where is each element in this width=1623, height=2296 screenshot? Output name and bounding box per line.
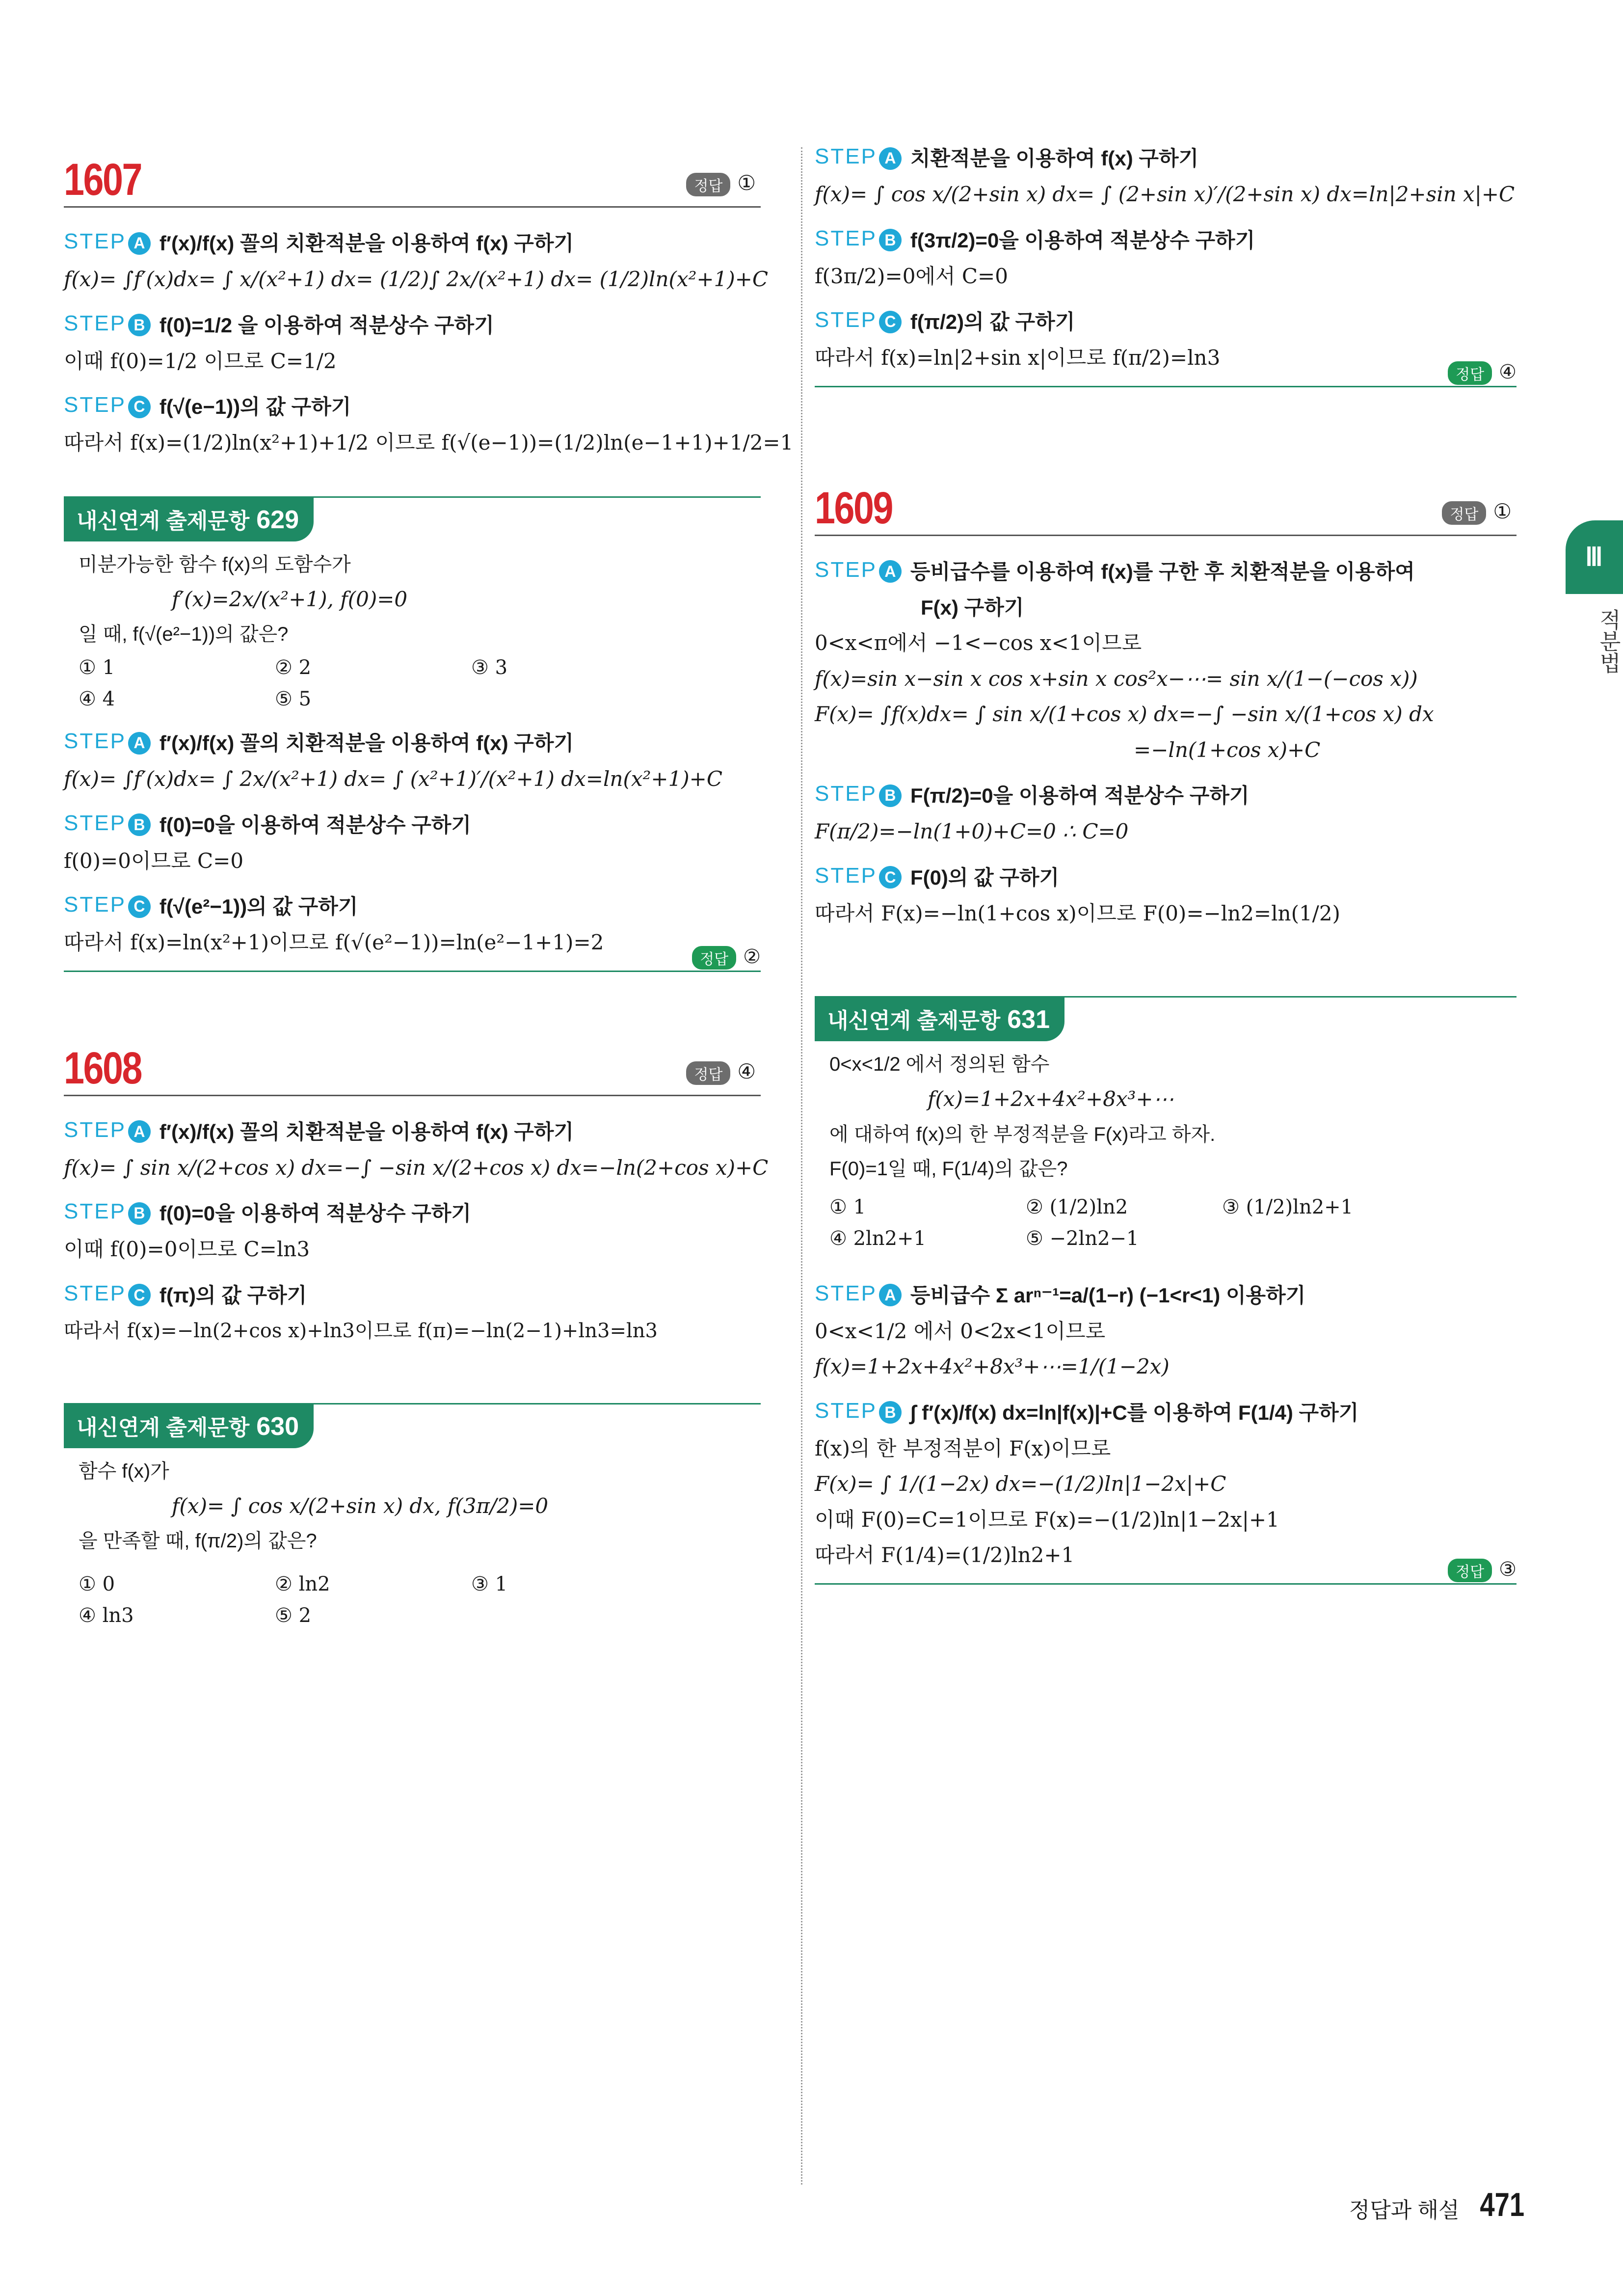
question-formula: f(x)=1+2x+4x²+8x³+⋯ bbox=[928, 1087, 1174, 1111]
step-title: f′(x)/f(x) 꼴의 치환적분을 이용하여 f(x) 구하기 bbox=[159, 1120, 574, 1143]
answer-options bbox=[79, 656, 761, 710]
option-2: ② (1/2)ln2 bbox=[1026, 1195, 1128, 1218]
option-5: ⑤ 2 bbox=[275, 1604, 312, 1627]
option-4: ④ 2ln2+1 bbox=[829, 1227, 926, 1250]
chapter-label: 적분법 bbox=[1596, 609, 1620, 674]
step-c bbox=[64, 391, 761, 420]
step-label: STEP B bbox=[815, 782, 902, 807]
solution-line: =−ln(1+cos x)+C bbox=[1134, 737, 1321, 762]
related-question-631-header bbox=[815, 990, 1517, 1037]
chapter-tab bbox=[1566, 520, 1623, 594]
question-text: 을 만족할 때, f(π/2)의 값은? bbox=[79, 1530, 317, 1552]
step-label: STEP C bbox=[815, 864, 902, 889]
related-tag: 내신연계 출제문항 631 bbox=[815, 996, 1064, 1041]
answer-badge: 정답 bbox=[692, 946, 736, 970]
step-title: f(3π/2)=0을 이용하여 적분상수 구하기 bbox=[910, 228, 1255, 252]
option-2: ② 2 bbox=[275, 656, 312, 679]
step-title: f′(x)/f(x) 꼴의 치환적분을 이용하여 f(x) 구하기 bbox=[159, 232, 574, 255]
question-text: 0<x<1/2 에서 정의된 함수 bbox=[829, 1053, 1050, 1075]
solution-line: 따라서 f(x)=ln(x²+1)이므로 f(√(e²−1))=ln(e²−1+1)=2 bbox=[64, 930, 604, 954]
step-a bbox=[815, 556, 1517, 585]
solution-line: 따라서 F(x)=−ln(1+cos x)이므로 F(0)=−ln2=ln(1/2) bbox=[815, 901, 1340, 925]
option-3: ③ 1 bbox=[471, 1573, 508, 1595]
problem-number: 1608 bbox=[64, 1043, 141, 1093]
solution-line: 이때 f(0)=0이므로 C=ln3 bbox=[64, 1237, 310, 1261]
step-title-continued: F(x) 구하기 bbox=[921, 595, 1024, 619]
step-label: STEP A bbox=[815, 1281, 902, 1307]
step-title: f′(x)/f(x) 꼴의 치환적분을 이용하여 f(x) 구하기 bbox=[159, 731, 574, 755]
option-4: ④ 4 bbox=[79, 688, 115, 710]
problem-1607-header bbox=[64, 152, 761, 208]
step-c bbox=[815, 862, 1517, 891]
option-1: ① 0 bbox=[79, 1573, 115, 1595]
step-label: STEP C bbox=[815, 308, 902, 333]
chapter-numeral: Ⅲ bbox=[1585, 543, 1603, 571]
question-text: 일 때, f(√(e²−1))의 값은? bbox=[79, 623, 289, 645]
solution-line: 따라서 f(x)=ln|2+sin x|이므로 f(π/2)=ln3 bbox=[815, 346, 1221, 370]
step-title: f(√(e−1))의 값 구하기 bbox=[159, 395, 351, 418]
option-3: ③ 3 bbox=[471, 656, 508, 679]
answer-value: ① bbox=[1493, 499, 1512, 523]
answer-indicator bbox=[1442, 499, 1512, 525]
step-label: STEP A bbox=[815, 558, 902, 583]
step-title: F(0)의 값 구하기 bbox=[910, 865, 1060, 889]
step-a bbox=[815, 1279, 1517, 1309]
step-title: 등비급수를 이용하여 f(x)를 구한 후 치환적분을 이용하여 bbox=[910, 560, 1415, 583]
right-column bbox=[815, 142, 1517, 1585]
solution-line: 0<x<π에서 −1<−cos x<1이므로 bbox=[815, 631, 1142, 655]
answer-value: ① bbox=[737, 171, 756, 195]
answer-value: ② bbox=[743, 945, 761, 968]
step-label: STEP B bbox=[64, 311, 151, 337]
solution-line: 따라서 F(1/4)=(1/2)ln2+1 bbox=[815, 1543, 1075, 1567]
answer-indicator bbox=[686, 171, 756, 196]
answer-options bbox=[79, 1573, 761, 1627]
answer-options bbox=[829, 1196, 1517, 1250]
step-b bbox=[64, 809, 761, 838]
solution-line: f(0)=0이므로 C=0 bbox=[64, 848, 244, 873]
problem-1609-header bbox=[815, 481, 1517, 536]
related-tag: 내신연계 출제문항 629 bbox=[64, 496, 314, 541]
step-title: F(π/2)=0을 이용하여 적분상수 구하기 bbox=[910, 784, 1250, 807]
solution-line: f(x)= ∫f′(x)dx= ∫ 2x/(x²+1) dx= ∫ (x²+1)′/(x²+1) dx=ln(x²+1)+C bbox=[64, 767, 723, 791]
answer-badge: 정답 bbox=[1442, 501, 1486, 525]
solution-line: F(x)= ∫f(x)dx= ∫ sin x/(1+cos x) dx=−∫ −sin x/(1+cos x) dx bbox=[815, 702, 1434, 726]
solution-line: F(π/2)=−ln(1+0)+C=0 ∴ C=0 bbox=[815, 819, 1129, 843]
option-4: ④ ln3 bbox=[79, 1604, 134, 1627]
answer-indicator bbox=[686, 1059, 756, 1085]
question-text: 에 대하여 f(x)의 한 부정적분을 F(x)라고 하자. bbox=[829, 1123, 1216, 1145]
step-label: STEP A bbox=[64, 229, 151, 255]
solution-line: f(x)의 한 부정적분이 F(x)이므로 bbox=[815, 1436, 1111, 1460]
question-formula: f(x)= ∫ cos x/(2+sin x) dx, f(3π/2)=0 bbox=[172, 1493, 549, 1518]
option-1: ① 1 bbox=[829, 1195, 866, 1218]
question-text: F(0)=1일 때, F(1/4)의 값은? bbox=[829, 1158, 1068, 1180]
step-b bbox=[815, 780, 1517, 809]
section-end-rule bbox=[815, 1583, 1517, 1585]
answer-indicator bbox=[692, 945, 761, 970]
step-title: f(0)=0을 이용하여 적분상수 구하기 bbox=[159, 813, 471, 837]
answer-badge: 정답 bbox=[686, 1061, 730, 1085]
step-title: f(√(e²−1))의 값 구하기 bbox=[159, 895, 358, 918]
step-b bbox=[815, 1397, 1517, 1426]
question-text: 미분가능한 함수 f(x)의 도함수가 bbox=[79, 553, 351, 575]
solution-line: f(x)= ∫f′(x)dx= ∫ x/(x²+1) dx= (1/2)∫ 2x/(x²+1) dx= (1/2)ln(x²+1)+C bbox=[64, 267, 769, 291]
step-c bbox=[815, 306, 1517, 335]
page-number: 471 bbox=[1479, 2186, 1524, 2223]
step-b bbox=[64, 1197, 761, 1227]
answer-badge: 정답 bbox=[686, 173, 730, 196]
answer-badge: 정답 bbox=[1448, 1559, 1492, 1582]
step-b bbox=[64, 309, 761, 339]
step-title: f(π/2)의 값 구하기 bbox=[910, 310, 1075, 333]
step-label: STEP C bbox=[64, 393, 151, 418]
step-c bbox=[64, 1279, 761, 1309]
step-b bbox=[815, 224, 1517, 254]
step-a bbox=[64, 227, 761, 257]
step-title: f(0)=0을 이용하여 적분상수 구하기 bbox=[159, 1202, 471, 1225]
step-title: ∫ f′(x)/f(x) dx=ln|f(x)|+C를 이용하여 F(1/4) 구하기 bbox=[910, 1401, 1359, 1424]
step-label: STEP B bbox=[64, 1199, 151, 1225]
answer-badge: 정답 bbox=[1448, 361, 1492, 385]
problem-number: 1607 bbox=[64, 155, 141, 205]
step-a bbox=[64, 1116, 761, 1145]
left-column bbox=[64, 152, 794, 1637]
step-label: STEP A bbox=[815, 144, 902, 170]
answer-indicator bbox=[1448, 1558, 1517, 1582]
column-divider bbox=[801, 147, 802, 2185]
question-text: 함수 f(x)가 bbox=[79, 1460, 169, 1482]
solution-line: 따라서 f(x)=(1/2)ln(x²+1)+1/2 이므로 f(√(e−1))=(1/2)ln(e−1+1)+1/2=1 bbox=[64, 431, 794, 455]
step-label: STEP C bbox=[64, 1281, 151, 1307]
step-label: STEP B bbox=[64, 811, 151, 837]
solution-line: f(x)= ∫ sin x/(2+cos x) dx=−∫ −sin x/(2+cos x) dx=−ln(2+cos x)+C bbox=[64, 1155, 769, 1180]
problem-1608-header bbox=[64, 1041, 761, 1096]
solution-line: F(x)= ∫ 1/(1−2x) dx=−(1/2)ln|1−2x|+C bbox=[815, 1472, 1226, 1496]
solution-line: 0<x<1/2 에서 0<2x<1이므로 bbox=[815, 1319, 1106, 1343]
solution-line: 따라서 f(x)=−ln(2+cos x)+ln3이므로 f(π)=−ln(2−1)+ln3=ln3 bbox=[64, 1319, 658, 1342]
question-formula: f′(x)=2x/(x²+1), f(0)=0 bbox=[172, 587, 408, 611]
option-1: ① 1 bbox=[79, 656, 115, 679]
solution-line: 이때 f(0)=1/2 이므로 C=1/2 bbox=[64, 349, 337, 373]
step-title: 치환적분을 이용하여 f(x) 구하기 bbox=[910, 147, 1199, 170]
page-footer bbox=[1349, 2186, 1530, 2224]
step-label: STEP C bbox=[64, 892, 151, 918]
step-label: STEP B bbox=[815, 1399, 902, 1424]
step-label: STEP A bbox=[64, 729, 151, 755]
step-title: f(0)=1/2 을 이용하여 적분상수 구하기 bbox=[159, 313, 494, 337]
answer-value: ④ bbox=[1499, 361, 1517, 383]
step-title: 등비급수 Σ arⁿ⁻¹=a/(1−r) (−1<r<1) 이용하기 bbox=[910, 1283, 1306, 1307]
related-tag: 내신연계 출제문항 630 bbox=[64, 1403, 314, 1448]
solution-line: f(3π/2)=0에서 C=0 bbox=[815, 264, 1008, 288]
step-label: STEP B bbox=[815, 226, 902, 252]
answer-value: ④ bbox=[737, 1059, 756, 1083]
option-5: ⑤ 5 bbox=[275, 688, 312, 710]
option-5: ⑤ −2ln2−1 bbox=[1026, 1227, 1139, 1250]
answer-value: ③ bbox=[1499, 1558, 1517, 1580]
solution-line: f(x)=1+2x+4x²+8x³+⋯=1/(1−2x) bbox=[815, 1354, 1170, 1378]
solution-line: f(x)=sin x−sin x cos x+sin x cos²x−⋯= sin x/(1−(−cos x)) bbox=[815, 666, 1418, 691]
step-c bbox=[64, 891, 761, 920]
step-a bbox=[815, 142, 1517, 172]
option-2: ② ln2 bbox=[275, 1573, 330, 1595]
step-title: f(π)의 값 구하기 bbox=[159, 1283, 307, 1307]
option-3: ③ (1/2)ln2+1 bbox=[1222, 1195, 1354, 1218]
related-question-630-header bbox=[64, 1397, 761, 1444]
step-label: STEP A bbox=[64, 1118, 151, 1143]
answer-indicator bbox=[1448, 361, 1517, 385]
step-a bbox=[64, 727, 761, 756]
problem-number: 1609 bbox=[815, 483, 892, 533]
related-question-629-header bbox=[64, 490, 761, 538]
solution-line: 이때 F(0)=C=1이므로 F(x)=−(1/2)ln|1−2x|+1 bbox=[815, 1507, 1279, 1532]
footer-text: 정답과 해설 bbox=[1349, 2198, 1460, 2222]
solution-line: f(x)= ∫ cos x/(2+sin x) dx= ∫ (2+sin x)′/(2+sin x) dx=ln|2+sin x|+C bbox=[815, 182, 1515, 206]
